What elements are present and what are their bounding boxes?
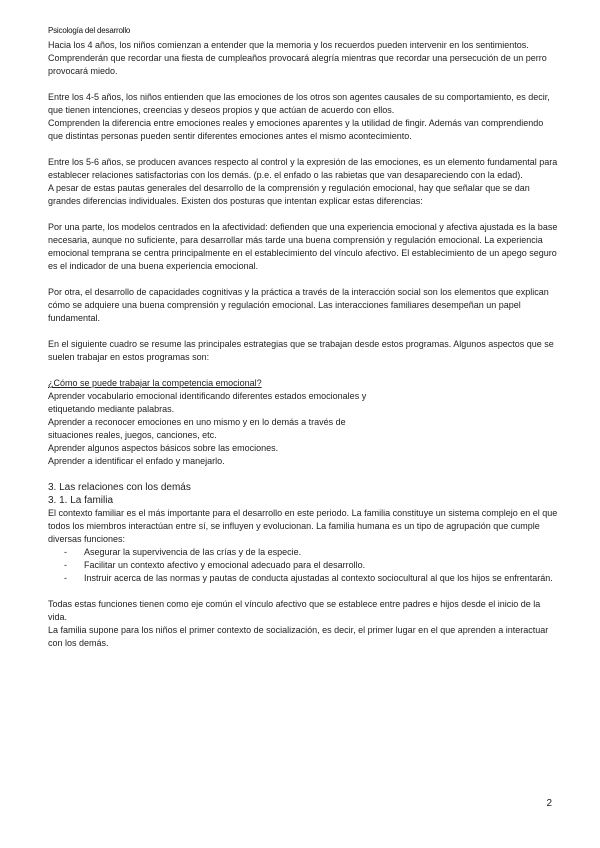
paragraph-affective-bond: Todas estas funciones tienen como eje común el vínculo afectivo que se establece entre padres e hijos desde el inicio de la vida. bbox=[48, 599, 541, 622]
competence-line: situaciones reales, juegos, canciones, etc. bbox=[48, 430, 217, 440]
family-functions-list bbox=[48, 546, 558, 585]
dash-bullet: - bbox=[64, 560, 67, 570]
running-header: Psicología del desarrollo bbox=[48, 26, 131, 35]
section-subtitle: 3. 1. La familia bbox=[48, 495, 114, 506]
paragraph-socialization: La familia supone para los niños el primer contexto de socialización, es decir, el primer lugar en el que aprenden a interactuar con los demás. bbox=[48, 625, 549, 648]
paragraph-individual-differences: A pesar de estas pautas generales del desarrollo de la comprensión y regulación emocional, hay que señalar que se dan grandes diferencias individuales. Existen dos posturas que intentan explicar estas diferencias: bbox=[48, 183, 530, 206]
competence-line: Aprender a reconocer emociones en uno mismo y en lo demás a través de bbox=[48, 417, 346, 427]
list-item: - Facilitar un contexto afectivo y emocional adecuado para el desarrollo. bbox=[64, 560, 366, 570]
paragraph-cognitive-capacities: Por otra, el desarrollo de capacidades cognitivas y la práctica a través de la interacción social son los elementos que explican cómo se adquiere una buena comprensión y regulación emocional. Las interacciones familiares desempeñan un papel fundamental. bbox=[48, 287, 549, 323]
paragraph-family-context: El contexto familiar es el más importante para el desarrollo en este periodo. La familia constituye un sistema complejo en el que todos los miembros interactúan entre sí, se influyen y evolucionan. La familia humana es un tipo de agrupación que cumple diversas funciones: bbox=[48, 508, 558, 544]
page-number: 2 bbox=[546, 798, 552, 809]
competence-question: ¿Cómo se puede trabajar la competencia emocional? bbox=[48, 378, 262, 388]
section-title: 3. Las relaciones con los demás bbox=[48, 482, 191, 493]
competence-line: Aprender vocabulario emocional identificando diferentes estados emocionales y bbox=[48, 391, 367, 401]
competence-line: Aprender algunos aspectos básicos sobre las emociones. bbox=[48, 443, 279, 453]
paragraph-affective-models: Por una parte, los modelos centrados en la afectividad: defienden que una experiencia emocional y afectiva ajustada es la base necesaria, aunque no suficiente, para desarrollar más tarde una buena comprensión y regulación emocional. La experiencia emocional temprana se centra principalmente en el establecimiento del vínculo afectivo. El establecimiento de un apego seguro es el indicador de una buena experiencia emocional. bbox=[48, 222, 558, 271]
competence-line: Aprender a identificar el enfado y manejarlo. bbox=[48, 456, 225, 466]
paragraph-5-6-years: Entre los 5-6 años, se producen avances respecto al control y la expresión de las emociones, es un elemento fundamental para establecer relaciones satisfactorias con los demás. (p.e. el enfado o las rabietas que van desapareciendo con la edad). bbox=[48, 157, 558, 180]
paragraph-strategies-summary: En el siguiente cuadro se resume las principales estrategias que se trabajan desde estos programas. Algunos aspectos que se suelen trabajar en estos programas son: bbox=[48, 339, 554, 362]
dash-bullet: - bbox=[64, 547, 67, 557]
paragraph-memory-feelings: Hacia los 4 años, los niños comienzan a entender que la memoria y los recuerdos pueden intervenir en los sentimientos. Comprenderán que recordar una fiesta de cumpleaños provocará alegría mientras que recordar una persecución de un perro provocará miedo. bbox=[48, 40, 547, 76]
paragraph-4-5-years: Entre los 4-5 años, los niños entienden que las emociones de los otros son agentes causales de su comportamiento, es decir, que tienen intenciones, creencias y deseos propios y que actúan de acuerdo con ellos. bbox=[48, 92, 550, 115]
list-item: - Asegurar la supervivencia de las crías y de la especie. bbox=[64, 547, 302, 557]
document-page bbox=[48, 26, 558, 650]
competence-line: etiquetando mediante palabras. bbox=[48, 404, 175, 414]
dash-bullet: - bbox=[64, 573, 67, 583]
list-item: - Instruir acerca de las normas y pautas de conducta ajustadas al contexto sociocultural al que los hijos se enfrentarán. bbox=[64, 573, 553, 583]
paragraph-real-apparent-emotions: Comprenden la diferencia entre emociones reales y emociones aparentes y la utilidad de fingir. Además van comprendiendo que distintas personas pueden sentir diferentes emociones antes el mismo acontecimiento. bbox=[48, 118, 544, 141]
